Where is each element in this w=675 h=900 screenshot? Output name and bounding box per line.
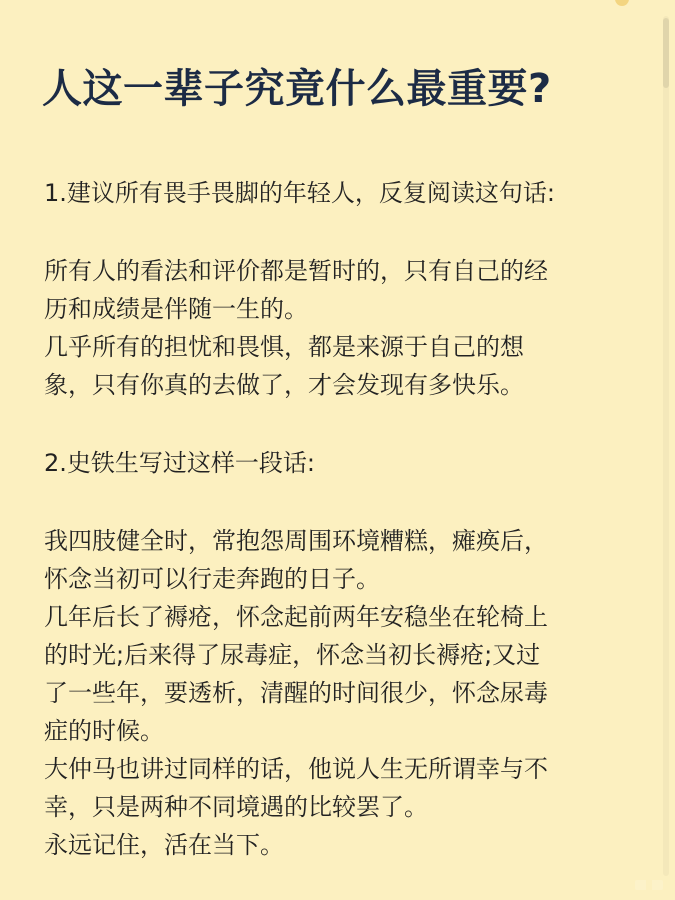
page-title: 人这一辈子究竟什么最重要? (42, 66, 552, 112)
paragraph-line: 几乎所有的担忧和畏惧，都是来源于自己的想 (44, 333, 524, 361)
article-content (44, 174, 644, 864)
scrollbar-thumb[interactable] (663, 18, 669, 88)
paragraph-line: 我四肢健全时，常抱怨周围环境糟糕，瘫痪后， (44, 527, 548, 555)
paragraph-line: 2.史铁生写过这样一段话: (44, 449, 315, 477)
paragraph-line: 幸，只是两种不同境遇的比较罢了。 (44, 793, 428, 821)
paragraph-line: 永远记住，活在当下。 (44, 831, 284, 859)
paragraph-line: 大仲马也讲过同样的话，他说人生无所谓幸与不 (44, 755, 548, 783)
paragraph-gap (44, 404, 644, 444)
paragraph-line: 1.建议所有畏手畏脚的年轻人，反复阅读这句话: (44, 179, 555, 207)
top-dot-icon (615, 0, 629, 6)
paragraph-line: 症的时候。 (44, 717, 164, 745)
paragraph-line: 了一些年，要透析，清醒的时间很少，怀念尿毒 (44, 679, 548, 707)
paragraph-line: 所有人的看法和评价都是暂时的，只有自己的经 (44, 257, 548, 285)
scrollbar-track[interactable] (663, 16, 669, 876)
paragraph-gap (44, 482, 644, 522)
paragraph-line: 几年后长了褥疮，怀念起前两年安稳坐在轮椅上 (44, 603, 548, 631)
paragraph-line: 怀念当初可以行走奔跑的日子。 (44, 565, 380, 593)
paragraph-gap (44, 212, 644, 252)
watermark (635, 880, 663, 890)
paragraph-line: 象，只有你真的去做了，才会发现有多快乐。 (44, 371, 524, 399)
paragraph-line: 历和成绩是伴随一生的。 (44, 295, 308, 323)
paragraph-line: 的时光;后来得了尿毒症，怀念当初长褥疮;又过 (44, 641, 541, 669)
